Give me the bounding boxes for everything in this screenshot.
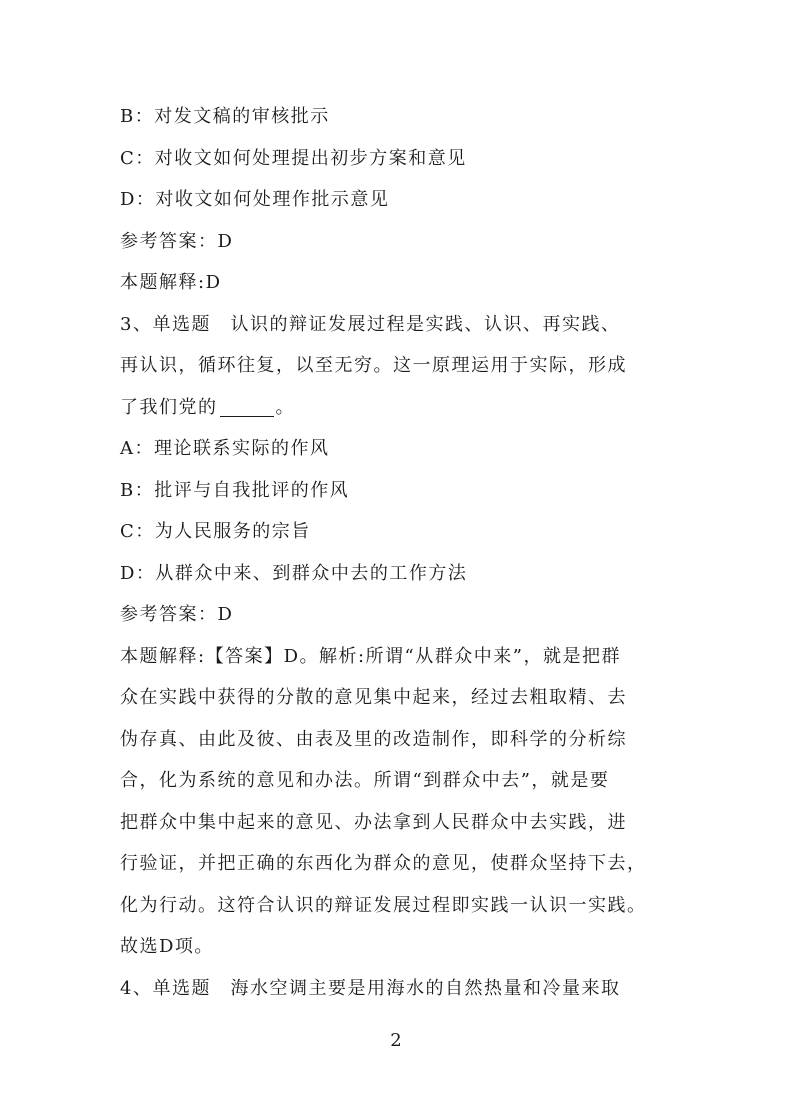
option-b-prev: B：对发文稿的审核批示 xyxy=(120,106,330,127)
option-c-prev: C：对收文如何处理提出初步方案和意见 xyxy=(120,147,467,169)
question-3-option-a: A：理论联系实际的作风 xyxy=(120,438,330,459)
question-3-option-b: B：批评与自我批评的作风 xyxy=(120,479,350,501)
question-3-explanation-line-6: 行验证，并把正确的东西化为群众的意见，使群众坚持下去， xyxy=(120,853,647,874)
answer-prev: 参考答案：D xyxy=(120,230,234,252)
answer-blank xyxy=(220,396,274,417)
question-3-line-1: 3、单选题 认识的辩证发展过程是实践、认识、再实践、 xyxy=(120,313,621,335)
question-3-option-c: C：为人民服务的宗旨 xyxy=(120,521,311,542)
option-d-prev: D：对收文如何处理作批示意见 xyxy=(120,189,390,210)
question-3-line-3 xyxy=(120,387,676,429)
question-3-line-3-suffix: 。 xyxy=(275,396,295,418)
document-body xyxy=(120,96,676,1009)
question-3-explanation-line-4: 合，化为系统的意见和办法。所谓“到群众中去”，就是要 xyxy=(120,770,610,791)
question-4-line-1: 4、单选题 海水空调主要是用海水的自然热量和冷量来取 xyxy=(120,977,621,999)
question-3-line-2: 再认识，循环往复，以至无穷。这一原理运用于实际，形成 xyxy=(120,355,627,376)
question-3-explanation-line-3: 伪存真、由此及彼、由表及里的改造制作，即科学的分析综 xyxy=(120,728,627,750)
question-3-option-d: D：从群众中来、到群众中去的工作方法 xyxy=(120,562,468,584)
explanation-prev: 本题解释:D xyxy=(120,272,222,293)
question-3-explanation-line-7: 化为行动。这符合认识的辩证发展过程即实践一认识一实践。 xyxy=(120,894,647,916)
question-3-explanation-line-2: 众在实践中获得的分散的意见集中起来，经过去粗取精、去 xyxy=(120,687,627,708)
question-3-explanation-line-1: 本题解释:【答案】D。解析:所谓“从群众中来”，就是把群 xyxy=(120,645,621,667)
question-3-explanation-line-5: 把群众中集中起来的意见、办法拿到人民群众中去实践，进 xyxy=(120,811,627,833)
question-3-answer: 参考答案：D xyxy=(120,604,234,625)
question-3-explanation-line-8: 故选D项。 xyxy=(120,936,214,957)
question-3-line-3-text: 了我们党的 xyxy=(120,396,218,418)
page-number: 2 xyxy=(390,1030,402,1051)
